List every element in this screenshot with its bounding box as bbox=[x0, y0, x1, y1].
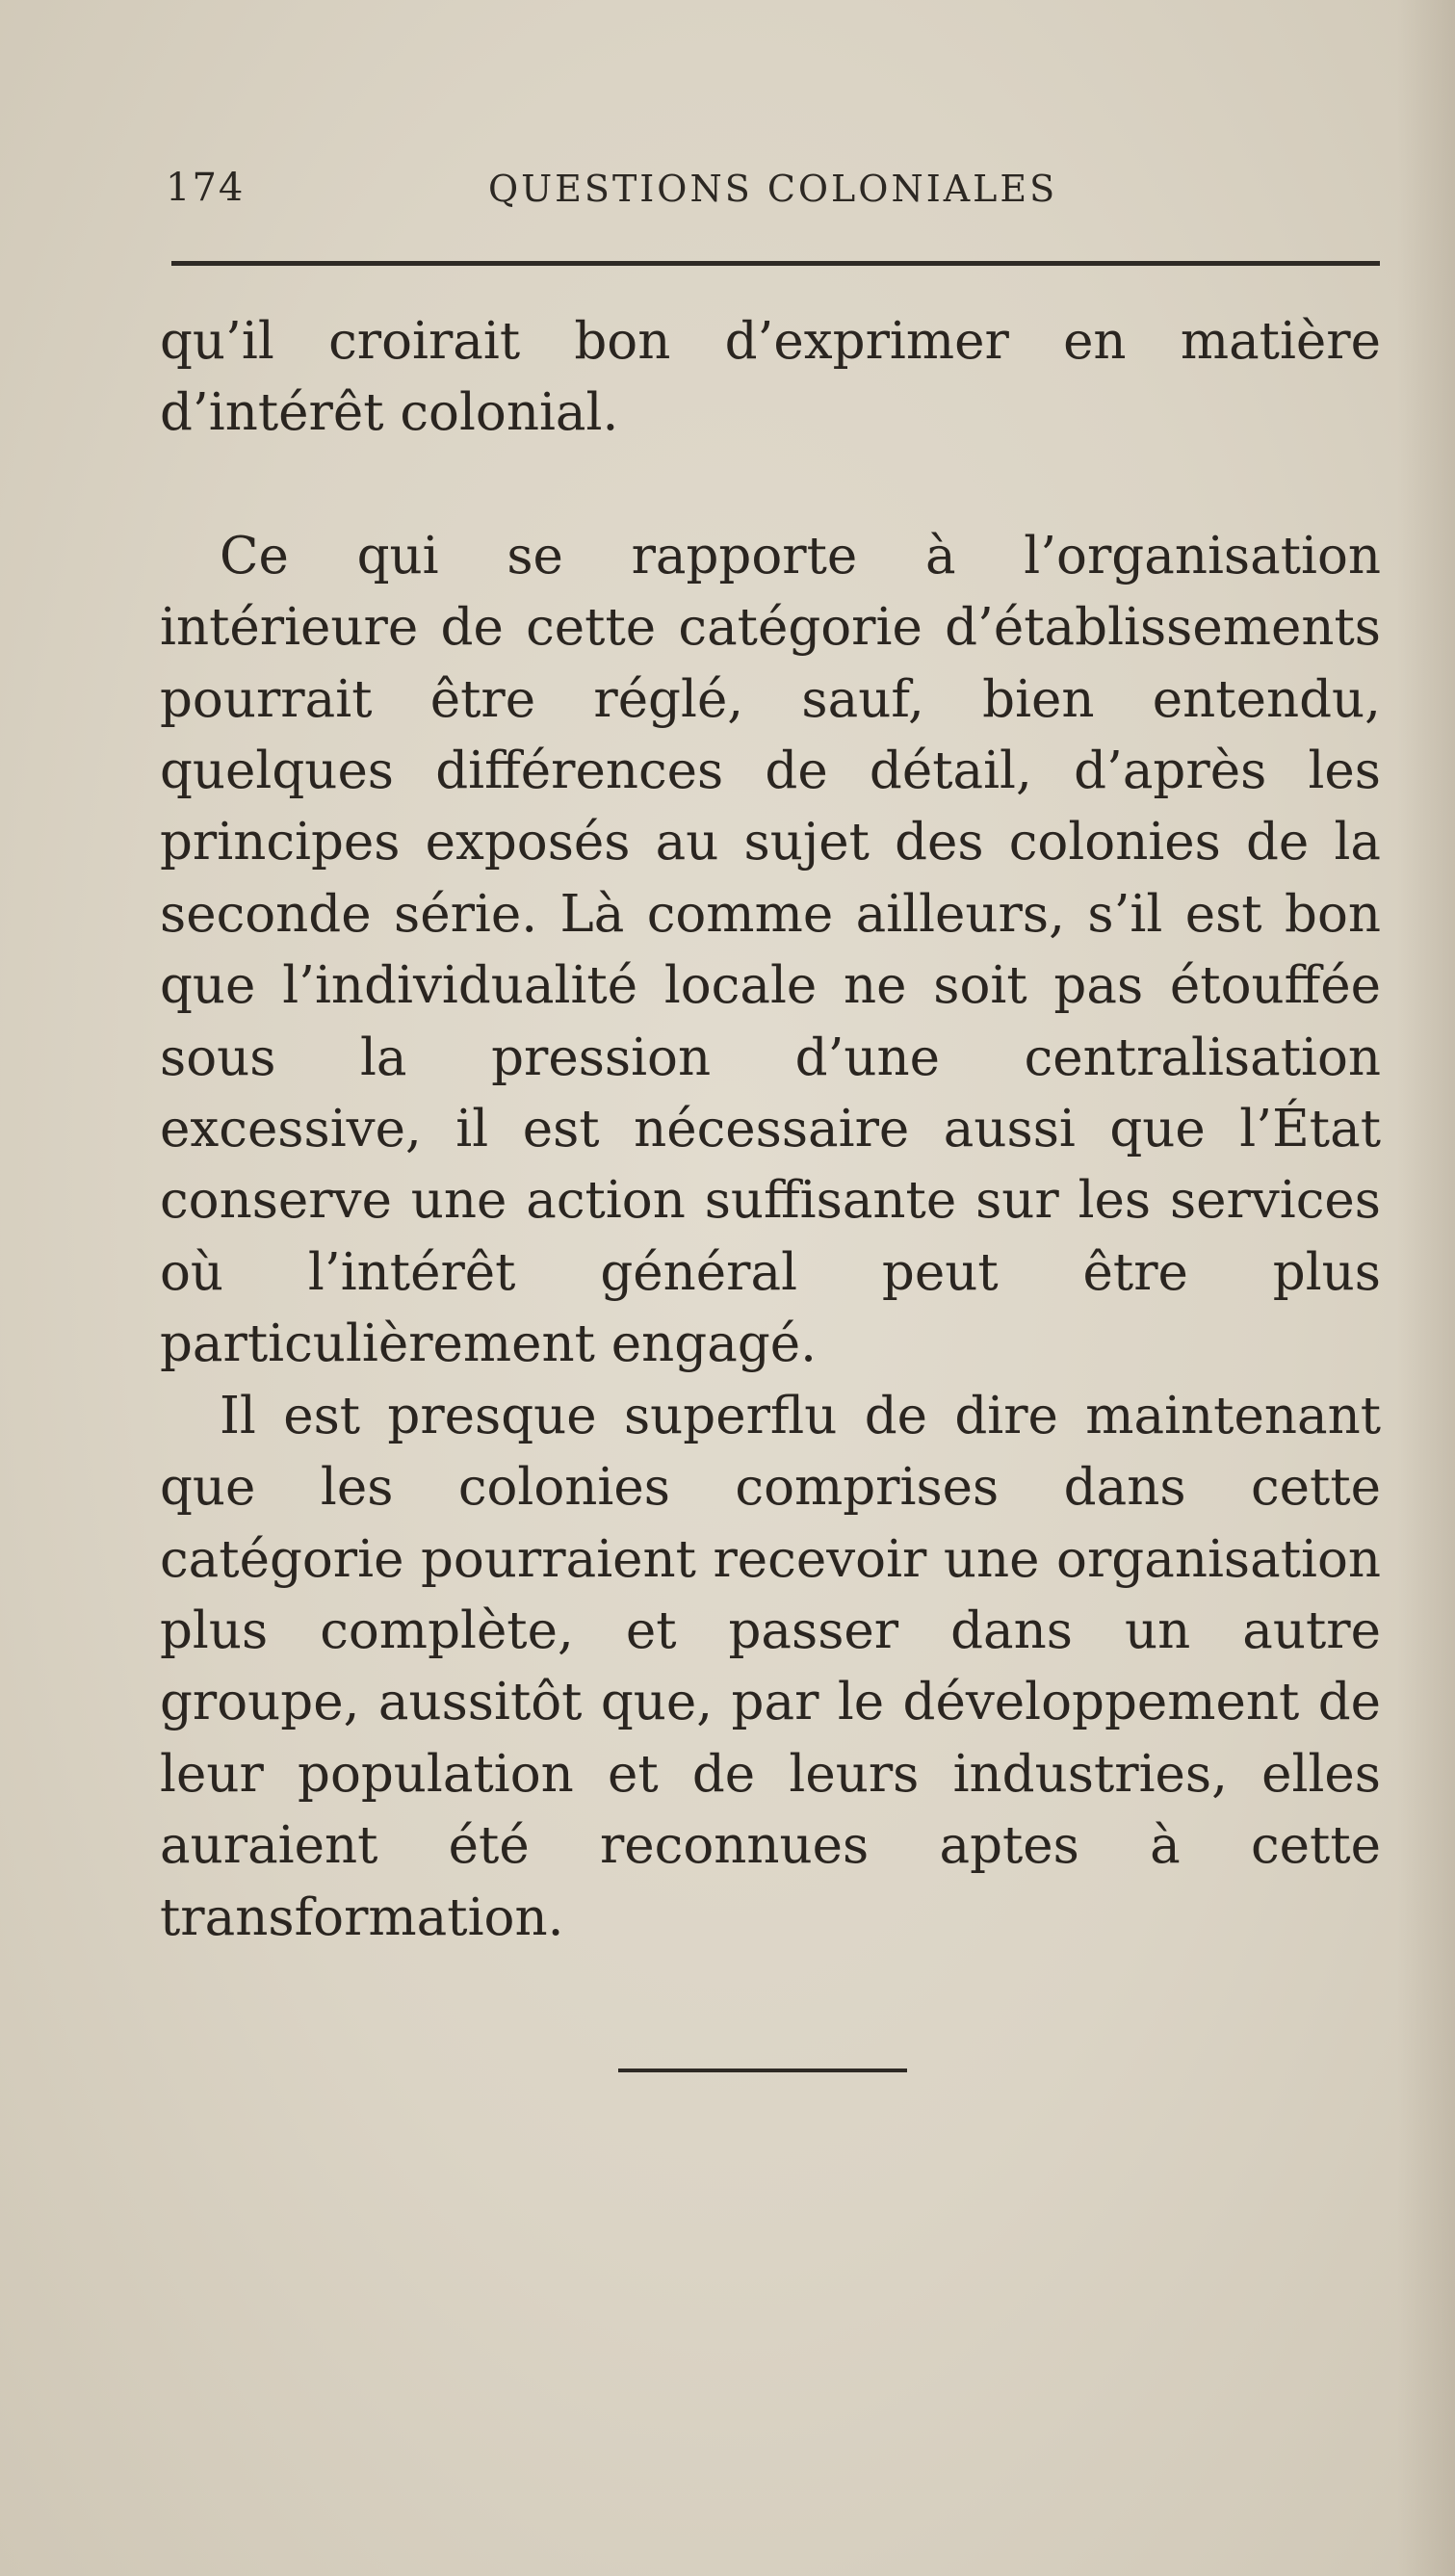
page-number: 174 bbox=[166, 166, 246, 210]
body-text bbox=[160, 306, 1381, 1954]
paragraph-conclusion: Il est presque superflu de dire maintenant que les colonies comprises dans cette catégorie pourraient recevoir une organisation plus complète, et passer dans un autre groupe, aussitôt que, par le développement de leur population et de leurs industries, elles auraient été reconnues aptes à cette transformation. bbox=[160, 1386, 1381, 1947]
paragraph-continuation: qu’il croirait bon d’exprimer en matière d’intérêt colonial. bbox=[160, 312, 1381, 443]
running-title: QUESTIONS COLONIALES bbox=[488, 168, 1058, 210]
paragraph-organisation: Ce qui se rapporte à l’organisation intérieure de cette catégorie d’établissements pourrait être réglé, sauf, bien entendu, quelques différences de détail, d’après les principes exposés au sujet des colonies de la seconde série. Là comme ailleurs, s’il est bon que l’individualité locale ne soit pas étouffée sous la pression d’une centralisation excessive, il est nécessaire aussi que l’État conserve une action suffisante sur les services où l’intérêt général peut être plus particulièrement engagé. bbox=[160, 526, 1381, 1374]
section-end-rule bbox=[618, 2069, 907, 2072]
page-edge-shadow bbox=[1397, 0, 1455, 2576]
header-rule bbox=[171, 261, 1380, 266]
running-head bbox=[166, 166, 1379, 223]
